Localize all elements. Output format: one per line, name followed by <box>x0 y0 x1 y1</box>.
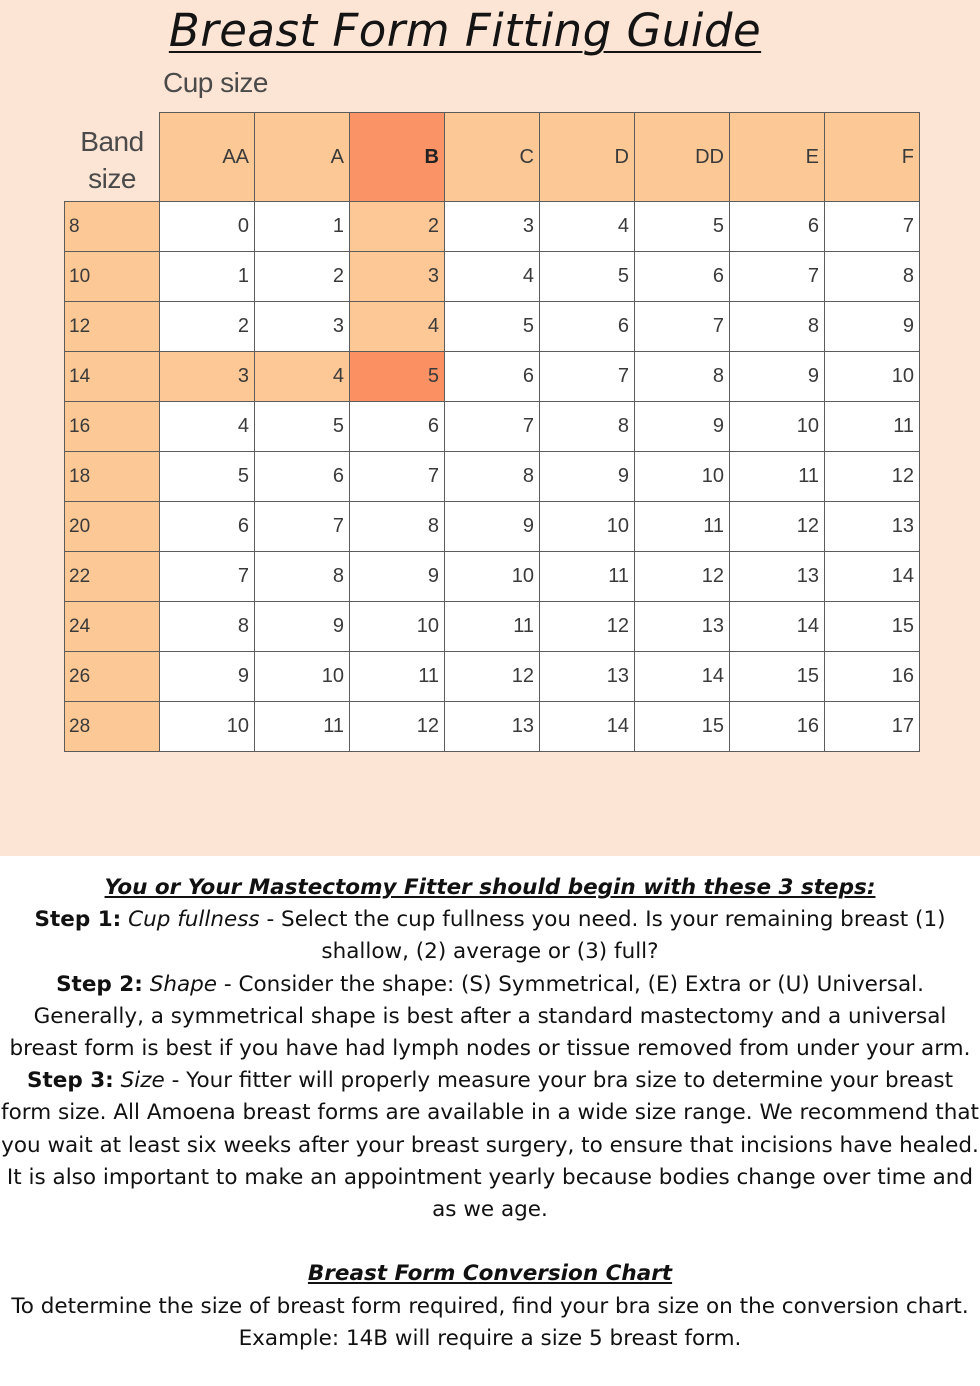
table-row <box>65 302 920 352</box>
table-row <box>65 252 920 302</box>
form-size-cell: 6 <box>635 252 730 302</box>
form-size-cell: 8 <box>255 552 350 602</box>
conversion-example: Example: 14B will require a size 5 breast form. <box>238 1325 742 1351</box>
form-size-cell: 15 <box>730 652 825 702</box>
cup-header-f: F <box>825 113 920 202</box>
form-size-cell: 4 <box>445 252 540 302</box>
form-size-cell: 6 <box>255 452 350 502</box>
form-size-cell: 14 <box>635 652 730 702</box>
form-size-cell: 5 <box>160 452 255 502</box>
form-size-cell: 15 <box>635 702 730 752</box>
form-size-cell: 1 <box>255 202 350 252</box>
cup-header-dd: DD <box>635 113 730 202</box>
form-size-cell: 9 <box>255 602 350 652</box>
form-size-cell: 6 <box>160 502 255 552</box>
steps-heading: You or Your Mastectomy Fitter should begin with these 3 steps: <box>104 875 876 900</box>
form-size-cell: 12 <box>825 452 920 502</box>
form-size-cell: 11 <box>540 552 635 602</box>
form-size-cell: 8 <box>160 602 255 652</box>
table-row <box>65 702 920 752</box>
form-size-cell: 5 <box>635 202 730 252</box>
form-size-cell: 3 <box>255 302 350 352</box>
form-size-cell: 8 <box>825 252 920 302</box>
form-size-cell: 3 <box>445 202 540 252</box>
band-size-cell: 18 <box>65 452 160 502</box>
form-size-cell: 5 <box>540 252 635 302</box>
step-2-label: Step 2: <box>56 971 143 997</box>
form-size-cell: 15 <box>825 602 920 652</box>
conversion-heading: Breast Form Conversion Chart <box>307 1261 673 1287</box>
band-size-cell: 20 <box>65 502 160 552</box>
band-size-cell: 10 <box>65 252 160 302</box>
form-size-cell: 3 <box>350 252 445 302</box>
form-size-cell: 13 <box>730 552 825 602</box>
form-size-cell: 7 <box>635 302 730 352</box>
form-size-cell: 11 <box>350 652 445 702</box>
step-2-term: Shape <box>149 971 218 997</box>
form-size-cell: 9 <box>825 302 920 352</box>
form-size-cell: 7 <box>255 502 350 552</box>
form-size-cell: 14 <box>540 702 635 752</box>
form-size-cell: 5 <box>445 302 540 352</box>
form-size-cell: 9 <box>350 552 445 602</box>
form-size-cell: 10 <box>825 352 920 402</box>
form-size-cell: 13 <box>540 652 635 702</box>
band-size-label-line1: Band <box>80 126 144 157</box>
form-size-cell: 13 <box>635 602 730 652</box>
form-size-cell: 7 <box>825 202 920 252</box>
table-corner <box>65 113 160 202</box>
cup-header-row <box>65 113 920 202</box>
step-1-term: Cup fullness <box>128 907 260 933</box>
form-size-cell: 10 <box>255 652 350 702</box>
step-1-label: Step 1: <box>34 907 122 933</box>
form-size-cell: 8 <box>445 452 540 502</box>
form-size-cell: 10 <box>350 602 445 652</box>
form-size-cell: 12 <box>350 702 445 752</box>
form-size-cell: 16 <box>825 652 920 702</box>
form-size-cell: 7 <box>350 452 445 502</box>
step-1 <box>0 904 980 968</box>
step-1-text: - Select the cup fullness you need. Is your remaining breast (1) shallow, (2) average or (3) full? <box>259 907 946 965</box>
form-size-cell: 1 <box>160 252 255 302</box>
form-size-cell: 2 <box>255 252 350 302</box>
form-size-cell: 16 <box>730 702 825 752</box>
form-size-cell: 11 <box>445 602 540 652</box>
form-size-cell: 10 <box>540 502 635 552</box>
form-size-cell: 8 <box>635 352 730 402</box>
form-size-cell: 17 <box>825 702 920 752</box>
spacer <box>0 1226 980 1258</box>
form-size-cell: 11 <box>730 452 825 502</box>
table-row <box>65 602 920 652</box>
form-size-cell: 9 <box>445 502 540 552</box>
form-size-cell: 0 <box>160 202 255 252</box>
form-size-cell: 10 <box>445 552 540 602</box>
form-size-cell: 10 <box>635 452 730 502</box>
step-3-text: - Your fitter will properly measure your bra size to determine your breast form size. All Amoena breast forms are available in a wide size range. We recommend that you wait at least six weeks after your breast surgery, to ensure that incisions have healed. It is also important to make an appointment yearly because bodies change over time and as we age. <box>1 1068 979 1223</box>
form-size-cell: 3 <box>160 352 255 402</box>
form-size-cell: 6 <box>540 302 635 352</box>
band-size-cell: 26 <box>65 652 160 702</box>
step-2-text: - Consider the shape: (S) Symmetrical, (E) Extra or (U) Universal. Generally, a symmetrical shape is best after a standard mastectomy and a universal breast form is best if you have had lymph nodes or tissue removed from under your arm. <box>9 971 971 1062</box>
form-size-cell: 10 <box>730 402 825 452</box>
cup-header-d: D <box>540 113 635 202</box>
form-size-cell: 12 <box>540 602 635 652</box>
cup-header-e: E <box>730 113 825 202</box>
form-size-cell: 7 <box>540 352 635 402</box>
page-title: Breast Form Fitting Guide <box>168 4 762 57</box>
form-size-cell: 9 <box>730 352 825 402</box>
band-size-cell: 22 <box>65 552 160 602</box>
form-size-cell: 11 <box>255 702 350 752</box>
form-size-cell: 6 <box>350 402 445 452</box>
instructions-section <box>0 872 980 1355</box>
band-size-cell: 28 <box>65 702 160 752</box>
cup-header-a: A <box>255 113 350 202</box>
cup-header-b: B <box>350 113 445 202</box>
form-size-cell: 13 <box>445 702 540 752</box>
table-row <box>65 652 920 702</box>
form-size-cell: 4 <box>350 302 445 352</box>
band-size-cell: 24 <box>65 602 160 652</box>
step-3 <box>0 1065 980 1226</box>
step-3-label: Step 3: <box>26 1068 114 1094</box>
form-size-cell: 2 <box>160 302 255 352</box>
cup-size-label: Cup size <box>163 67 268 98</box>
table-row <box>65 352 920 402</box>
form-size-cell: 14 <box>730 602 825 652</box>
step-3-term: Size <box>120 1068 165 1094</box>
form-size-cell: 4 <box>540 202 635 252</box>
step-2 <box>0 969 980 1066</box>
form-size-cell: 11 <box>635 502 730 552</box>
form-size-cell: 9 <box>540 452 635 502</box>
form-size-cell: 12 <box>445 652 540 702</box>
form-size-cell: 6 <box>445 352 540 402</box>
form-size-cell: 8 <box>350 502 445 552</box>
form-size-cell: 9 <box>160 652 255 702</box>
band-size-cell: 14 <box>65 352 160 402</box>
form-size-cell: 11 <box>825 402 920 452</box>
cup-header-aa: AA <box>160 113 255 202</box>
band-size-cell: 16 <box>65 402 160 452</box>
form-size-cell: 4 <box>160 402 255 452</box>
form-size-cell: 4 <box>255 352 350 402</box>
form-size-cell: 7 <box>160 552 255 602</box>
band-size-cell: 8 <box>65 202 160 252</box>
band-size-label-line2: size <box>88 163 136 194</box>
form-size-cell: 2 <box>350 202 445 252</box>
form-size-cell: 12 <box>730 502 825 552</box>
form-size-cell: 8 <box>730 302 825 352</box>
form-size-cell: 12 <box>635 552 730 602</box>
conversion-text: To determine the size of breast form required, find your bra size on the conversion chart. <box>11 1293 969 1319</box>
table-row <box>65 552 920 602</box>
form-size-cell: 13 <box>825 502 920 552</box>
table-row <box>65 402 920 452</box>
form-size-cell: 10 <box>160 702 255 752</box>
form-size-cell: 8 <box>540 402 635 452</box>
form-size-cell: 14 <box>825 552 920 602</box>
form-size-cell: 5 <box>350 352 445 402</box>
form-size-cell: 7 <box>730 252 825 302</box>
table-row <box>65 202 920 252</box>
table-row <box>65 502 920 552</box>
band-size-cell: 12 <box>65 302 160 352</box>
cup-header-c: C <box>445 113 540 202</box>
form-size-cell: 7 <box>445 402 540 452</box>
form-size-cell: 9 <box>635 402 730 452</box>
form-size-cell: 5 <box>255 402 350 452</box>
size-conversion-table <box>64 112 920 752</box>
form-size-cell: 6 <box>730 202 825 252</box>
table-row <box>65 452 920 502</box>
